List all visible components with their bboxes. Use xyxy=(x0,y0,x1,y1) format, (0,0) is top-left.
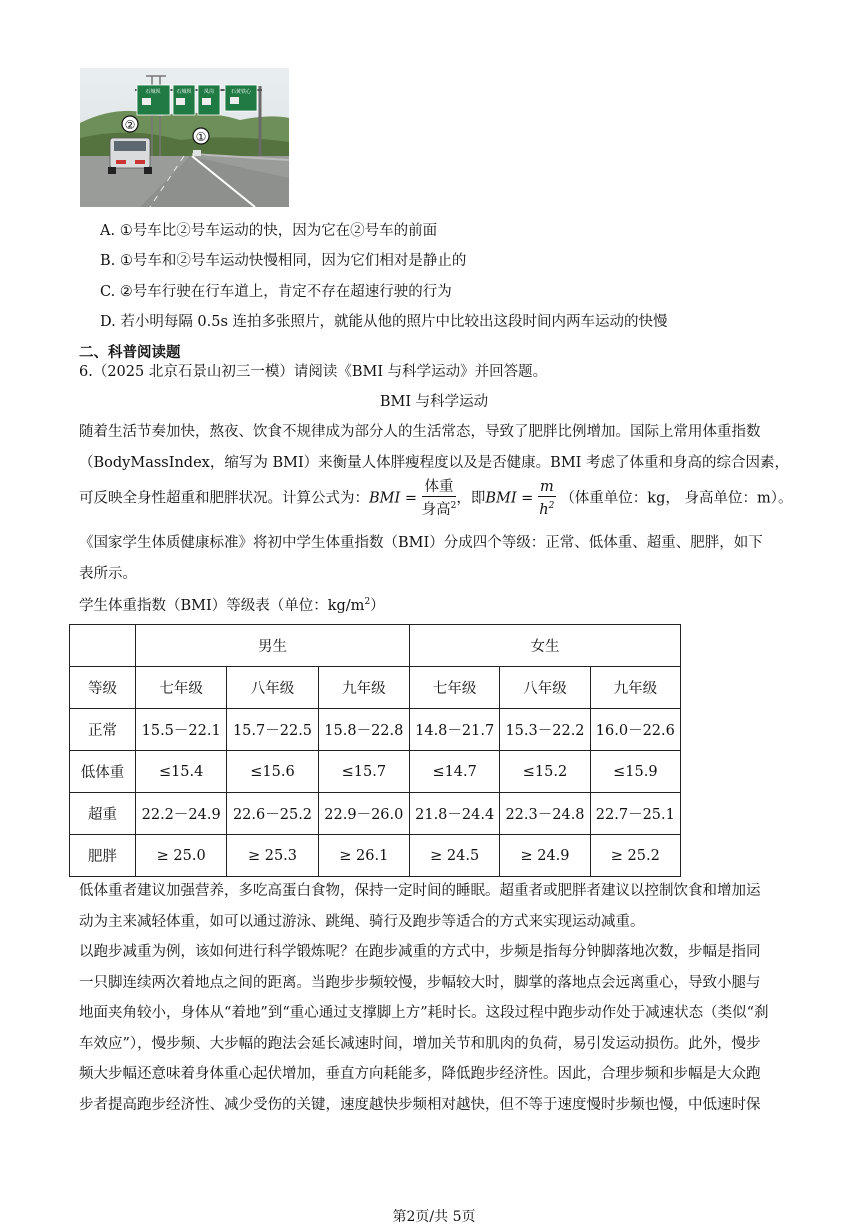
fraction-denominator-h: $h^2$ xyxy=(539,501,555,518)
table-cell: ≤15.4 xyxy=(136,751,227,793)
table-row xyxy=(70,835,681,877)
table-cell: 21.8－24.4 xyxy=(410,793,500,835)
table-cell: 22.7－25.1 xyxy=(590,793,680,835)
table-cell: 22.3－24.8 xyxy=(500,793,590,835)
table-cell: ≤15.9 xyxy=(590,751,680,793)
option-c: C. ②号车行驶在行车道上，肯定不存在超速行驶的行为 xyxy=(100,284,452,300)
table-cell: ≥ 24.5 xyxy=(410,835,500,877)
table-cell: 15.8－22.8 xyxy=(318,709,409,751)
table-cell: 22.6－25.2 xyxy=(227,793,318,835)
grade-header: 八年级 xyxy=(500,667,590,709)
table-caption: 学生体重指数（BMI）等级表（单位：$kg/m^2$） xyxy=(79,597,385,614)
option-d: D. 若小明每隔 0.5s 连拍多张照片，就能从他的照片中比较出这段时间内两车运动的快慢 xyxy=(100,314,668,330)
paragraph-line: 频大步幅还意味着身体重心起伏增加，垂直方向耗能多，降低跑步经济性。因此，合理步频和步幅是大众跑 xyxy=(79,1066,761,1082)
fraction-denominator: 身高$^2$ xyxy=(421,501,457,518)
row-label: 超重 xyxy=(70,793,136,835)
fraction-weight-height xyxy=(422,478,457,519)
table-row xyxy=(70,709,681,751)
paragraph-line: （BodyMassIndex，缩写为 BMI）来衡量人体胖瘦程度以及是否健康。BMI 考虑了体重和身高的综合因素， xyxy=(79,455,790,471)
formula-bmi-1: BMI = xyxy=(369,490,417,507)
row-label: 等级 xyxy=(70,667,136,709)
question-intro: 6.（2025 北京石景山初三一模）请阅读《BMI 与科学运动》并回答题。 xyxy=(79,364,548,380)
table-cell: 15.5－22.1 xyxy=(136,709,227,751)
paragraph-line: 以跑步减重为例，该如何进行科学锻炼呢？在跑步减重的方式中，步频是指每分钟脚落地次数，步幅是指同 xyxy=(79,944,761,960)
marker-2: ② xyxy=(124,118,136,132)
grade-header: 九年级 xyxy=(590,667,680,709)
table-cell: ≤14.7 xyxy=(410,751,500,793)
header-male: 男生 xyxy=(136,625,410,667)
bmi-grade-table xyxy=(69,624,681,877)
sign-text-1: 石城坝 xyxy=(145,89,161,95)
page-footer: 第2页/共 5页 xyxy=(392,1209,476,1225)
paragraph-line: 低体重者建议加强营养，多吃高蛋白食物，保持一定时间的睡眠。超重者或肥胖者建议以控制饮食和增加运 xyxy=(79,883,761,899)
grade-header: 七年级 xyxy=(410,667,500,709)
table-row xyxy=(70,751,681,793)
table-row xyxy=(70,793,681,835)
paragraph-line: 表所示。 xyxy=(79,566,137,582)
option-b: B. ①号车和②号车运动快慢相同，因为它们相对是静止的 xyxy=(100,253,467,269)
paragraph-line: 地面夹角较小，身体从“着地”到“重心通过支撑脚上方”耗时长。这段过程中跑步动作处于减速状态（类似“刹 xyxy=(79,1005,769,1021)
table-cell: 22.2－24.9 xyxy=(136,793,227,835)
grade-header: 九年级 xyxy=(318,667,409,709)
paragraph-line: 车效应”），慢步频、大步幅的跑法会延长减速时间，增加关节和肌肉的负荷，易引发运动损伤。此外，慢步 xyxy=(79,1036,761,1052)
table-cell: 15.7－22.5 xyxy=(227,709,318,751)
paragraph-line: 随着生活节奏加快，熬夜、饮食不规律成为部分人的生活常态，导致了肥胖比例增加。国际上常用体重指数 xyxy=(79,424,761,440)
highway-photo xyxy=(80,68,289,207)
paragraph-line: 《国家学生体质健康标准》将初中学生体重指数（BMI）分成四个等级：正常、低体重、超重、肥胖，如下 xyxy=(79,535,763,551)
row-label: 肥胖 xyxy=(70,835,136,877)
table-cell: 15.3－22.2 xyxy=(500,709,590,751)
formula-mid: ，即 xyxy=(456,490,486,507)
table-row xyxy=(70,667,681,709)
table-cell: ≥ 26.1 xyxy=(318,835,409,877)
sign-text-2: 石城坝 xyxy=(176,89,192,95)
formula-bmi-2: BMI = xyxy=(485,490,534,507)
table-cell: ≥ 25.0 xyxy=(136,835,227,877)
table-cell: ≤15.7 xyxy=(318,751,409,793)
formula-prefix: 可反映全身性超重和肥胖状况。计算公式为： xyxy=(79,490,369,507)
fraction-numerator: 体重 xyxy=(422,478,457,497)
table-cell: 16.0－22.6 xyxy=(590,709,680,751)
paragraph-line: 一只脚连续两次着地点之间的距离。当跑步步频较慢，步幅较大时，脚掌的落地点会远离重心，导致小腿与 xyxy=(79,975,761,991)
grade-header: 八年级 xyxy=(227,667,318,709)
table-cell: 14.8－21.7 xyxy=(410,709,500,751)
section-title: 二、科普阅读题 xyxy=(79,345,181,361)
table-cell: ≥ 25.3 xyxy=(227,835,318,877)
formula-units: （体重单位：kg， 身高单位：m）。 xyxy=(560,490,793,507)
table-cell: ≤15.2 xyxy=(500,751,590,793)
table-cell: ≤15.6 xyxy=(227,751,318,793)
option-a: A. ①号车比②号车运动的快，因为它在②号车的前面 xyxy=(100,223,438,239)
table-cell: ≥ 25.2 xyxy=(590,835,680,877)
table-corner-cell xyxy=(70,625,136,667)
sign-text-3: 凤岗 xyxy=(203,89,215,95)
table-cell: ≥ 24.9 xyxy=(500,835,590,877)
table-cell: 22.9－26.0 xyxy=(318,793,409,835)
grade-header: 七年级 xyxy=(136,667,227,709)
table-row xyxy=(70,625,681,667)
paragraph-line: 动为主来减轻体重，如可以通过游泳、跳绳、骑行及跑步等适合的方式来实现运动减重。 xyxy=(79,914,645,930)
formula-line xyxy=(79,478,793,519)
paragraph-line: 步者提高跑步经济性、减少受伤的关键，速度越快步频相对越快，但不等于速度慢时步频也慢，中低速时保 xyxy=(79,1097,761,1113)
row-label: 低体重 xyxy=(70,751,136,793)
row-label: 正常 xyxy=(70,709,136,751)
fraction-numerator-m: m xyxy=(539,479,554,495)
article-title: BMI 与科学运动 xyxy=(379,394,489,410)
marker-1: ① xyxy=(195,130,207,144)
fraction-m-h xyxy=(538,478,556,519)
sign-text-4: 石黄铁心 xyxy=(230,89,252,95)
header-female: 女生 xyxy=(410,625,681,667)
